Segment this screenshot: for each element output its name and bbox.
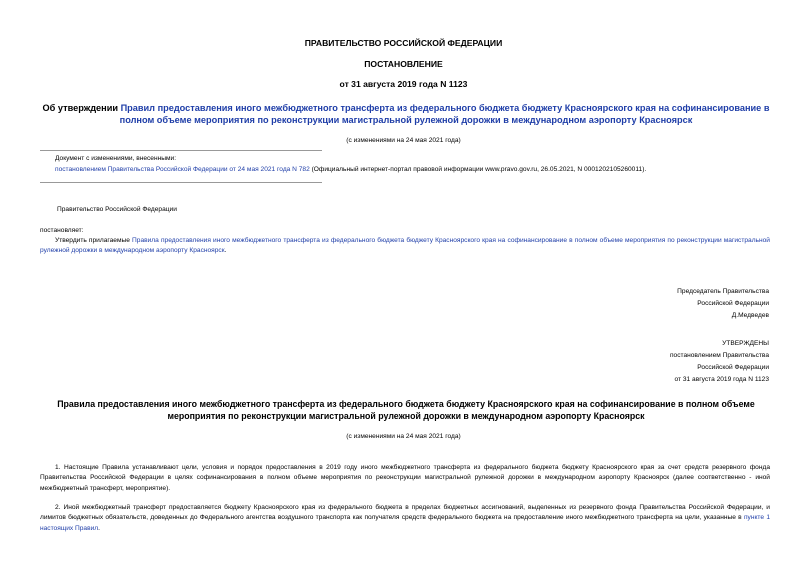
rules-title: Правила предоставления иного межбюджетного трансферта из федерального бюджета бюджету Красноярского края на софинансирование в полном объеме мероприятия по реконструкции магистральной рулежной дорожки в международном аэропорту Красноярск <box>57 399 755 421</box>
amendments-line <box>55 165 775 175</box>
title-rules-link[interactable]: Правил предоставления иного межбюджетного трансферта из федерального бюджета бюджету Красноярского края на софинансирование в полном объеме мероприятия по реконструкции магистральной рулежной дорожки в международном аэропорту Красноярск <box>119 103 770 125</box>
approved-org: Российской Федерации <box>697 364 769 371</box>
signature-name: Д.Медведев <box>731 312 769 319</box>
approve-paragraph <box>40 236 770 257</box>
approve-rules-link[interactable]: Правила предоставления иного межбюджетного трансферта из федерального бюджета бюджету Красноярского края на софинансирование в полном объеме мероприятия по реконструкции магистральной рулежной дорожки в международном аэропорту Красноярск <box>40 237 770 255</box>
approved-heading: УТВЕРЖДЕНЫ <box>722 340 769 347</box>
approved-by: постановлением Правительства <box>669 352 769 359</box>
amendment-source: (Официальный интернет-портал правовой информации www.pravo.gov.ru, 26.05.2021, N 0001202105260011). <box>309 166 647 173</box>
changes-note: (с изменениями на 24 мая 2021 года) <box>346 137 461 144</box>
divider-bottom <box>40 182 322 183</box>
title-prefix: Об утверждении <box>42 103 121 113</box>
doc-type-heading: ПОСТАНОВЛЕНИЕ <box>364 59 443 69</box>
rules-paragraph-2 <box>40 503 770 534</box>
government-heading: ПРАВИТЕЛЬСТВО РОССИЙСКОЙ ФЕДЕРАЦИИ <box>304 38 503 48</box>
divider-top <box>40 150 322 151</box>
approved-date: от 31 августа 2019 года N 1123 <box>674 376 769 383</box>
date-number-heading: от 31 августа 2019 года N 1123 <box>339 79 468 89</box>
approved-block <box>670 338 769 386</box>
signature-position: Председатель Правительства <box>677 288 769 295</box>
rules-paragraph-1: 1. Настоящие Правила устанавливают цели, условия и порядок предоставления в 2019 году иного межбюджетного трансферта из федерального бюджета бюджету Красноярского края за счет средств резервного фонда Правительства Российской Федерации в целях софинансирования в полном объеме мероприятия по реконструкции магистральной рулежной дорожки в международном аэропорту Красноярск (далее соответственно - иной межбюджетный трансферт, мероприятие). <box>40 464 770 492</box>
p2-end: . <box>98 524 100 532</box>
approve-prefix: Утвердить прилагаемые <box>55 237 133 244</box>
approve-suffix: . <box>224 247 227 255</box>
document-title <box>40 102 772 126</box>
amendments-intro: Документ с изменениями, внесенными: <box>55 155 177 162</box>
signature-block <box>677 286 769 322</box>
signature-org: Российской Федерации <box>697 300 769 307</box>
rules-changes-note: (с изменениями на 24 мая 2021 года) <box>346 433 461 440</box>
resolves-text: постановляет: <box>40 227 84 234</box>
amendment-decree-link[interactable]: постановлением Правительства Российской Федерации от 24 мая 2021 года N 782 <box>55 166 310 173</box>
p2-clause-link[interactable]: пункте 1 настоящих Правил <box>40 514 770 532</box>
p2-text: 2. Иной межбюджетный трансферт предоставляется бюджету Красноярского края из федерального бюджета в пределах бюджетных ассигнований, выделенных из резервного фонда Правительства Российской Федерации, и лимитов бюджетных обязательств, доведенных до Федерального агентства воздушного транспорта как получателя средств федерального бюджета на предоставление иного межбюджетного трансферта на цели, указанные в <box>40 504 770 522</box>
issuer-text: Правительство Российской Федерации <box>57 206 177 213</box>
